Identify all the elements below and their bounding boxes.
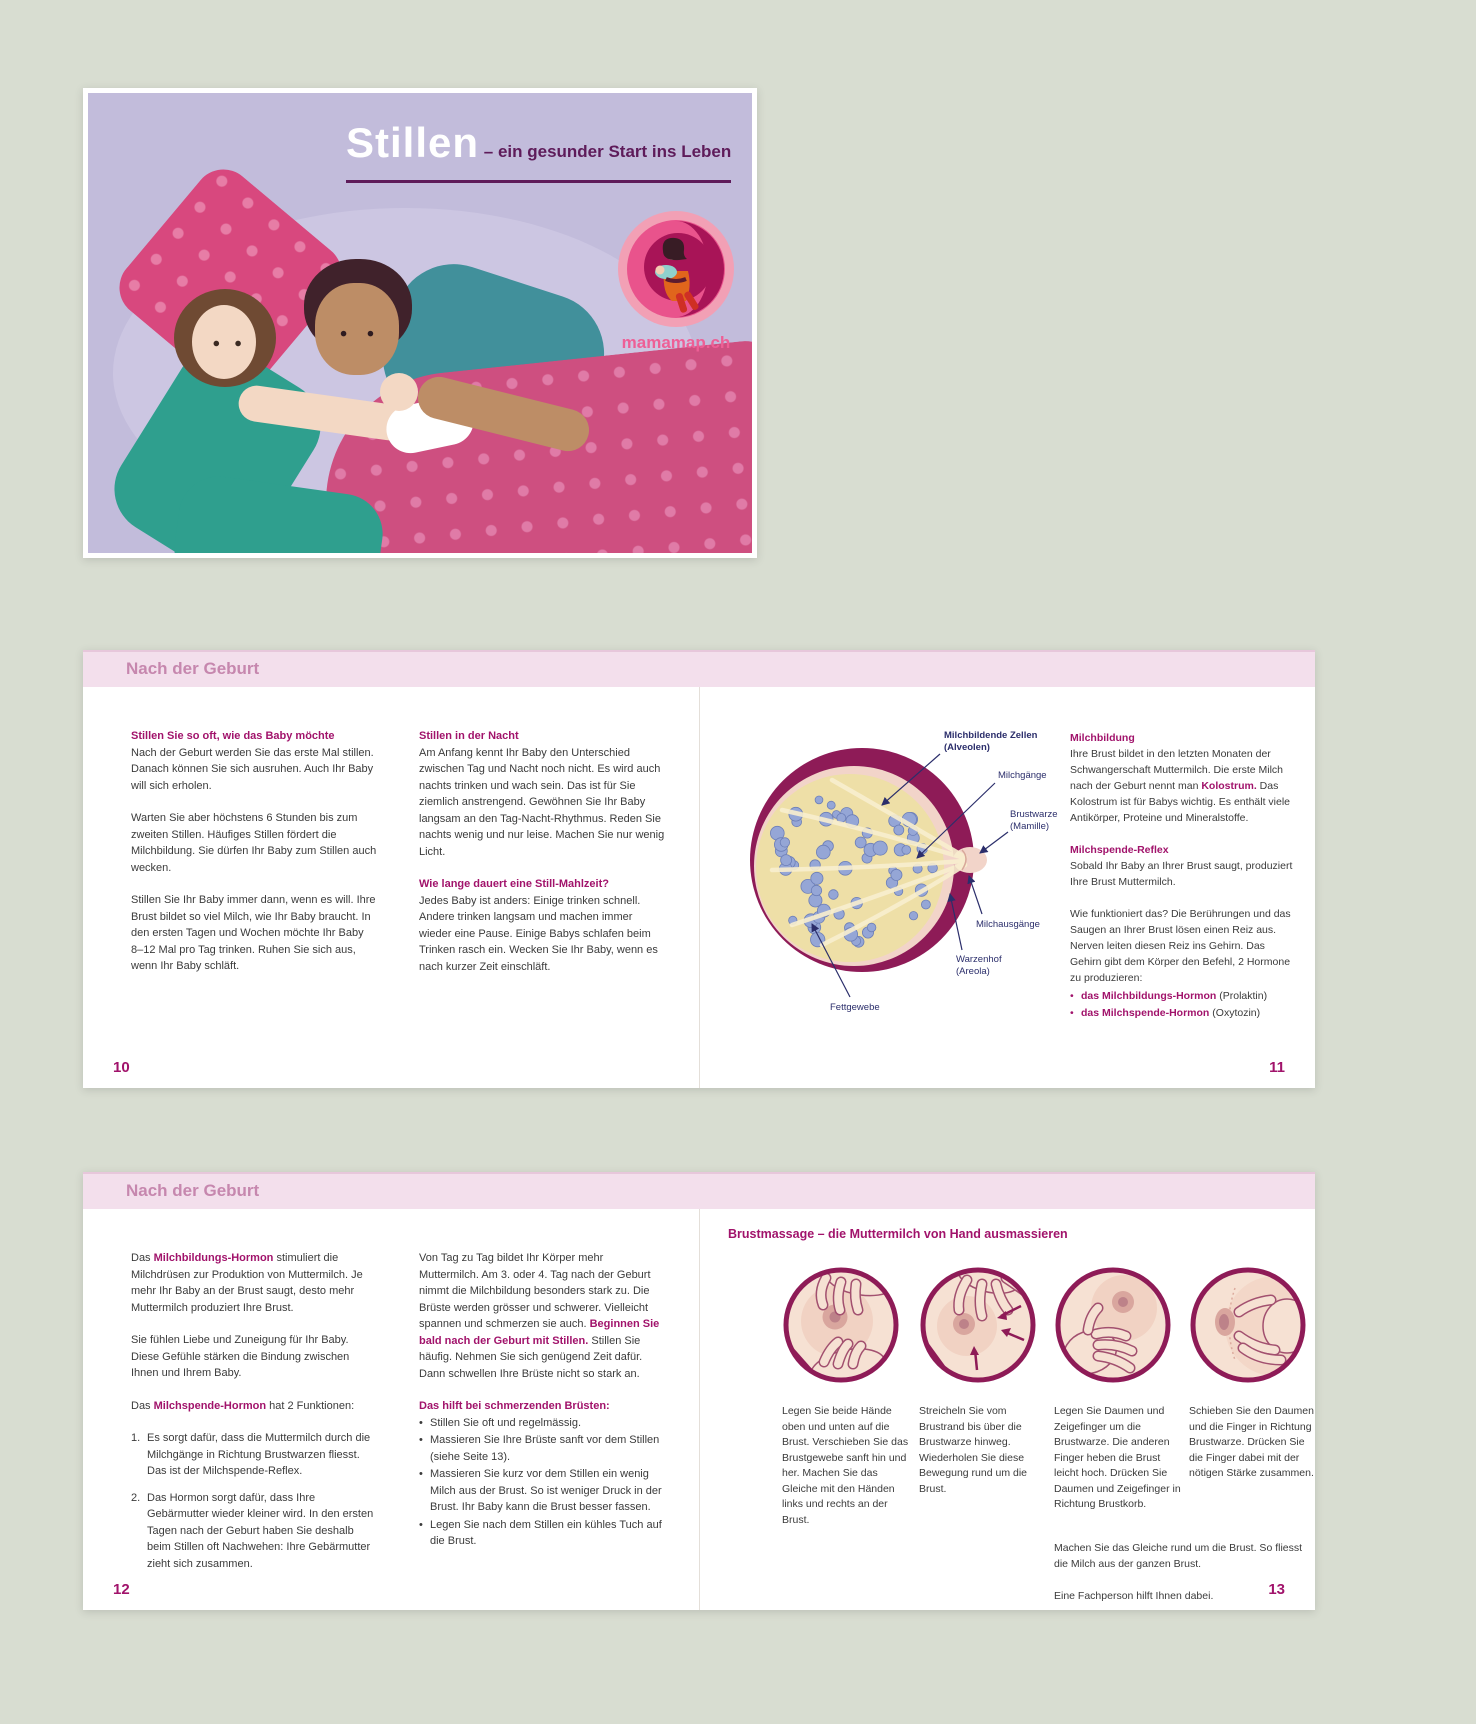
page-number-10: 10 <box>113 1059 130 1076</box>
page12-column-1 <box>131 1250 377 1582</box>
cover-subtitle: – ein gesunder Start ins Leben <box>483 142 732 161</box>
svg-text:(Alveolen): (Alveolen) <box>944 742 990 753</box>
subheading: Das hilft bei schmerzenden Brüsten: <box>419 1400 610 1412</box>
spread-pages-10-11 <box>83 650 1315 1088</box>
list-item: • Massieren Sie kurz vor dem Stillen ein wenig Milch aus der Brust. So ist weniger Druck in der Brust. Ihr Baby kann die Brust besser fassen. <box>419 1466 665 1516</box>
page-number-13: 13 <box>1268 1581 1285 1598</box>
body-paragraph: Machen Sie das Gleiche rund um die Brust. So fliesst die Milch aus der ganzen Brust. <box>1054 1542 1303 1570</box>
body-paragraph: Nach der Geburt werden Sie das erste Mal stillen. Danach können Sie sich ausruhen. Auch Ihr Baby will sich erholen. <box>131 746 374 792</box>
page10-column-1 <box>131 728 377 991</box>
body-paragraph: Ihre Brust bildet in den letzten Monaten der Schwangerschaft Muttermilch. Die erste Milch nach der Geburt nennt man Kolostrum. Das Kolostrum ist für Babys wichtig. Es enthält viele Antikörper, Proteine und Mineralstoffe. <box>1070 748 1291 824</box>
subheading: Stillen Sie so oft, wie das Baby möchte <box>131 730 335 742</box>
body-paragraph: Jedes Baby ist anders: Einige trinken schnell. Andere trinken langsam und machen immer wieder eine Pause. Einige Babys schlafen beim Trinken rasch ein. Wecken Sie Ihr Baby, wenn es nach kurzer Zeit einschläft. <box>419 894 658 973</box>
numbered-item-1: 1. Es sorgt dafür, dass die Muttermilch durch die Milchgänge in Richtung Brustwarzen fliesst. Das ist der Milchspende-Reflex. <box>131 1432 371 1477</box>
subheading: Stillen in der Nacht <box>419 730 519 742</box>
spread-pages-12-13 <box>83 1172 1315 1610</box>
diagram-label-milchgaenge: Milchgänge <box>998 770 1047 781</box>
massage-footer-text <box>1054 1540 1304 1620</box>
body-paragraph: Das Milchbildungs-Hormon stimuliert die Milchdrüsen zur Produktion von Muttermilch. Je mehr Ihr Baby an der Brust saugt, desto mehr Muttermilch produziert Ihre Brust. <box>131 1252 363 1314</box>
body-paragraph: Warten Sie aber höchstens 6 Stunden bis zum zweiten Stillen. Häufiges Stillen fördert die Milchbildung. Sie dürfen Ihr Baby zum Stillen auch wecken. <box>131 812 377 874</box>
list-item: • das Milchbildungs-Hormon (Prolaktin) <box>1070 988 1296 1004</box>
body-paragraph: Das Milchspende-Hormon hat 2 Funktionen: <box>131 1399 355 1412</box>
diagram-label-alveolen: Milchbildende Zellen <box>944 730 1038 741</box>
list-item: • Legen Sie nach dem Stillen ein kühles Tuch auf die Brust. <box>419 1517 665 1550</box>
mother-face <box>192 305 256 379</box>
list-item: • das Milchspende-Hormon (Oxytozin) <box>1070 1005 1296 1021</box>
diagram-label-milchausgaenge: Milchausgänge <box>976 919 1040 930</box>
page-13 <box>700 1172 1315 1610</box>
logo-text: mamamap.ch <box>621 333 731 352</box>
body-paragraph: Wie funktioniert das? Die Berührungen und das Saugen an Ihrer Brust lösen einen Reiz aus. Nerven leiten diesen Reiz ins Gehirn. Das Gehirn gibt dem Körper den Befehl, 2 Hormone zu produzieren: <box>1070 908 1291 984</box>
page11-text-column <box>1070 730 1296 1022</box>
section-header: Nach der Geburt <box>126 659 260 678</box>
subheading: Wie lange dauert eine Still-Mahlzeit? <box>419 878 609 890</box>
page10-column-2 <box>419 728 665 991</box>
sore-breast-tips-list <box>419 1415 665 1550</box>
subheading: Milchspende-Reflex <box>1070 844 1169 856</box>
massage-step-2-caption: Streicheln Sie vom Brustrand bis über die Brustwarze hinweg. Wiederholen Sie diese Bewegung rund um die Brust. <box>919 1405 1027 1495</box>
massage-heading: Brustmassage – die Muttermilch von Hand ausmassieren <box>728 1227 1068 1241</box>
mamamap-logo-icon <box>616 209 736 329</box>
massage-step-1-caption: Legen Sie beide Hände oben und unten auf die Brust. Verschieben Sie das Brustgewebe sanft hin und her. Machen Sie das Gleiche mit den Händen links und rechts an der Brust. <box>782 1405 909 1526</box>
hormone-bullet-list <box>1070 988 1296 1021</box>
body-paragraph: Am Anfang kennt Ihr Baby den Unterschied zwischen Tag und Nacht noch nicht. Es wird auch nachts trinken und wach sein. Das ist für Sie ziemlich anstrengend. Gewöhnen Sie Ihr Baby langsam an den Tag-Nacht-Rhythmus. Reden Sie nachts wenig und nur leise. Machen Sie nur wenig Licht. <box>419 746 665 858</box>
list-item: • Stillen Sie oft und regelmässig. <box>419 1415 665 1432</box>
list-item: • Massieren Sie Ihre Brüste sanft vor dem Stillen (siehe Seite 13). <box>419 1432 665 1465</box>
diagram-label-fettgewebe: Fettgewebe <box>830 1002 880 1013</box>
body-paragraph: Sobald Ihr Baby an Ihrer Brust saugt, produziert Ihre Brust Muttermilch. <box>1070 860 1293 888</box>
page-number-12: 12 <box>113 1581 130 1598</box>
body-paragraph: Stillen Sie Ihr Baby immer dann, wenn es will. Ihre Brust bildet so viel Milch, wie Ihr Baby braucht. In den ersten Tagen und Wochen möchte Ihr Baby 8–12 Mal pro Tag trinken. Ruhen Sie sich aus, wenn Ihr Baby schläft. <box>131 894 376 972</box>
numbered-item-2: 2. Das Hormon sorgt dafür, dass Ihre Gebärmutter wieder kleiner wird. In den ersten Tagen nach der Geburt haben Sie deshalb beim Stillen oft Nachwehen: Ihre Gebärmutter zieht sich zusammen. <box>131 1491 374 1570</box>
body-paragraph: Von Tag zu Tag bildet Ihr Körper mehr Muttermilch. Am 3. oder 4. Tag nach der Geburt nimmt die Milchbildung besonders stark zu. Die Brüste werden grösser und schwerer. Vielleicht spannen und schmerzen sie auch. Beginnen Sie bald nach der Geburt mit Stillen. Stillen Sie häufig. Nehmen Sie sich genügend Zeit dafür. Dann schwellen Ihre Brüste nicht so stark an. <box>419 1252 660 1380</box>
section-header: Nach der Geburt <box>126 1181 260 1200</box>
cover-title-block <box>346 119 731 183</box>
massage-step-2-illustration <box>917 1264 1039 1386</box>
page12-column-2 <box>419 1250 665 1551</box>
body-paragraph: Sie fühlen Liebe und Zuneigung für Ihr Baby. Diese Gefühle stärken die Bindung zwischen Ihnen und Ihrem Baby. <box>131 1334 350 1379</box>
subheading: Milchbildung <box>1070 732 1135 744</box>
diagram-label-brustwarze: Brustwarze <box>1010 809 1058 820</box>
massage-step-4-caption: Schieben Sie den Daumen und die Finger in Richtung Brustwarze. Drücken Sie die Finger dabei mit der nötigen Stärke zusammen. <box>1189 1405 1314 1479</box>
massage-step-3-illustration <box>1052 1264 1174 1386</box>
massage-step-4-illustration <box>1187 1264 1309 1386</box>
body-paragraph: Eine Fachperson hilft Ihnen dabei. <box>1054 1590 1214 1602</box>
massage-step-1-illustration <box>780 1264 902 1386</box>
svg-text:(Mamille): (Mamille) <box>1010 821 1050 832</box>
father-face <box>315 283 399 375</box>
baby-head <box>380 373 418 411</box>
svg-text:(Areola): (Areola) <box>956 966 990 977</box>
cover-page <box>83 88 757 558</box>
page-number-11: 11 <box>1269 1059 1285 1076</box>
diagram-label-warzenhof: Warzenhof <box>956 954 1002 965</box>
cover-title: Stillen <box>346 119 480 166</box>
massage-step-3-caption: Legen Sie Daumen und Zeigefinger um die Brustwarze. Die anderen Finger heben die Brust leicht hoch. Drücken Sie Daumen und Zeigefinger in Richtung Brustkorb. <box>1054 1405 1181 1510</box>
page-11 <box>700 650 1315 1088</box>
